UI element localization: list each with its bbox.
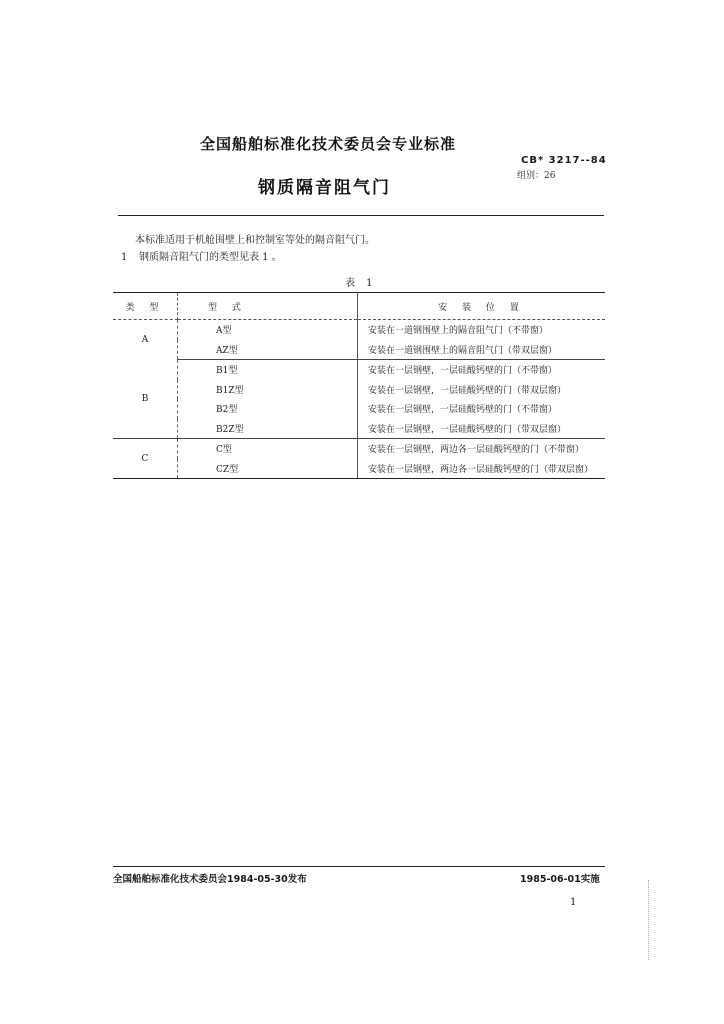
scan-edge-mark [648,880,649,960]
clause-number: 1 [121,252,128,263]
location-cell: 安装在一道钢围壁上的隔音阻气门（不带窗） [368,326,549,337]
table-row [113,419,605,439]
location-cell: 安装在一层钢壁，两边各一层硅酸钙壁的门（带双层窗） [358,459,606,479]
issuing-organization: 全国船舶标准化技术委员会专业标准 [200,135,457,153]
location-cell: 安装在一道钢围壁上的隔音阻气门（带双层窗） [358,340,606,360]
page-number: 1 [570,897,577,908]
table-header-row [113,293,605,320]
header-category: 类 型 [113,293,178,320]
model-cell: AZ型 [178,340,358,360]
table-row [113,459,605,479]
category-cell: C [113,439,178,479]
model-cell: A型 [178,320,358,340]
header-location: 安 装 位 置 [358,293,606,320]
clause-1 [121,248,282,263]
clause-text: 钢质隔音阻气门的类型见表 1 。 [139,252,282,263]
location-cell: 安装在一层钢壁，一层硅酸钙壁的门（不带窗） [368,405,558,416]
table-row [113,340,605,360]
header-divider [118,215,604,216]
model-cell: B2Z型 [178,419,358,439]
location-cell: 安装在一层钢壁，一层硅酸钙壁的门（带双层窗） [368,385,567,396]
location-cell: 安装在一层钢壁，一层硅酸钙壁的门（不带窗） [368,366,558,377]
standard-code: CB* 3217--84 [521,155,607,166]
location-cell: 安装在一层钢壁，一层硅酸钙壁的门（带双层窗） [358,419,606,439]
model-cell: B1Z型 [178,380,358,400]
category-cell: A [113,320,178,360]
publication-date: 全国船舶标准化技术委员会1984-05-30发布 [113,874,307,885]
group-number: 组别：26 [517,171,556,181]
scope-paragraph: 本标准适用于机舱围壁上和控制室等处的隔音阻气门。 [135,235,375,246]
document-title: 钢质隔音阻气门 [258,178,391,198]
implementation-date: 1985-06-01实施 [520,874,600,885]
table-row [113,399,605,419]
table-row [113,320,605,340]
model-cell: B2型 [178,399,358,419]
category-cell: B [113,360,178,439]
footer-divider [113,866,605,867]
table-row [113,360,605,380]
header-model: 型 式 [178,293,358,320]
door-types-table [113,292,605,479]
location-cell: 安装在一层钢壁，两边各一层硅酸钙壁的门（不带窗） [368,445,585,456]
model-cell: C型 [178,439,358,459]
table-row [113,439,605,459]
table-row [113,380,605,400]
model-cell: B1型 [178,360,358,380]
table-caption: 表 1 [345,278,377,289]
model-cell: CZ型 [178,459,358,479]
